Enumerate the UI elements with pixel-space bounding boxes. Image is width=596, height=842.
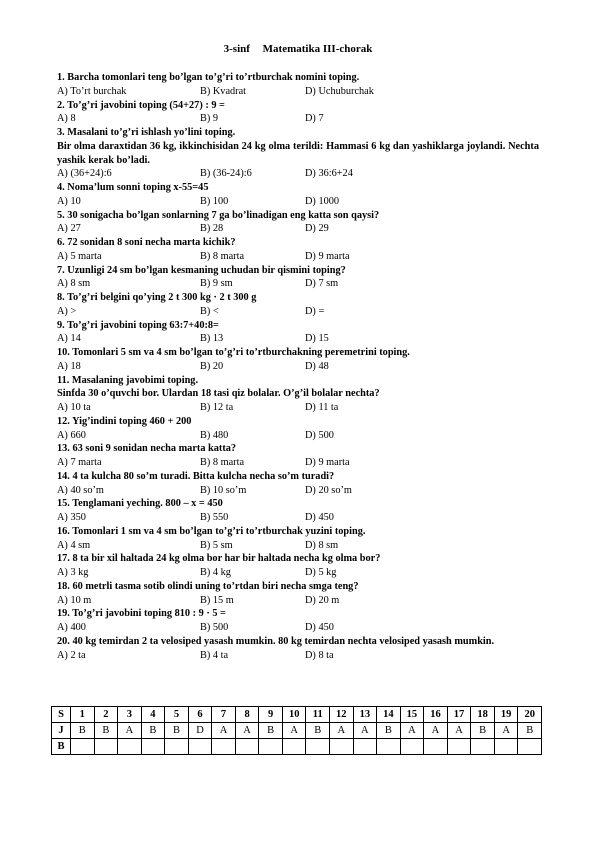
question-text: 12. Yig’indini toping 460 + 200 [57, 415, 192, 427]
answer-options [57, 195, 539, 209]
answer-option: D) 500 [305, 429, 334, 441]
question-number-cell: 6 [188, 707, 212, 723]
answer-option: D) 29 [305, 223, 329, 235]
answer-option: A) 2 ta [57, 649, 86, 661]
answer-option: B) 12 ta [200, 402, 234, 413]
question-text: 5. 30 sonigacha bo’lgan sonlarning 7 ga bo’linadigan eng katta son qaysi? [57, 209, 380, 221]
answer-key-cell: B [471, 723, 495, 739]
question-block [57, 71, 539, 99]
question-block [57, 525, 539, 553]
question-block [57, 126, 539, 181]
answer-option: A) To’rt burchak [57, 85, 127, 97]
answer-options [57, 621, 539, 635]
answer-key-cell: B [165, 723, 189, 739]
question-block [57, 580, 539, 608]
blank-answer-cell [71, 739, 95, 755]
answer-option: D) Uchuburchak [305, 85, 374, 97]
question-block [57, 346, 539, 374]
answer-options [57, 305, 539, 319]
answer-options [57, 539, 539, 553]
answer-option: D) 11 ta [305, 402, 339, 413]
answer-options [57, 566, 539, 580]
question-number-cell: 8 [235, 707, 259, 723]
answer-option: D) 7 [305, 113, 324, 125]
answer-option: B) 9 sm [200, 278, 233, 290]
answer-key-cell: B [259, 723, 283, 739]
answer-options [57, 484, 539, 498]
page-title [0, 43, 596, 55]
answer-option: A) 40 so’m [57, 484, 104, 496]
question-text: 14. 4 ta kulcha 80 so’m turadi. Bitta kulcha necha so’m turadi? [57, 470, 335, 482]
blank-answer-cell [306, 739, 330, 755]
answer-key-cell: B [377, 723, 401, 739]
answer-options [57, 456, 539, 470]
answer-option: B) 9 [200, 113, 219, 125]
answer-options [57, 85, 539, 99]
question-number-cell: 18 [471, 707, 495, 723]
answer-option: A) > [57, 305, 77, 317]
question-text: 16. Tomonlari 1 sm va 4 sm bo’lgan to’g’ri to’rtburchak yuzini toping. [57, 525, 366, 537]
question-block [57, 415, 539, 443]
question-text: 13. 63 soni 9 sonidan necha marta katta? [57, 443, 237, 455]
answer-key-cell: A [330, 723, 354, 739]
answer-options [57, 332, 539, 346]
answer-key-cell: A [118, 723, 142, 739]
answer-option: D) 8 ta [305, 649, 334, 661]
answer-option: B) 100 [200, 195, 229, 207]
answer-option: B) Kvadrat [200, 85, 247, 97]
answer-option: D) 8 sm [305, 539, 339, 551]
answer-option: D) 9 marta [305, 250, 350, 262]
answer-option: D) 48 [305, 360, 329, 372]
answer-options [57, 167, 539, 181]
question-text: 19. To’g’ri javobini toping 810 : 9 · 5 = [57, 608, 226, 620]
question-number-cell: 15 [400, 707, 424, 723]
question-block [57, 209, 539, 237]
question-detail: Sinfda 30 o’quvchi bor. Ulardan 18 tasi qiz bolalar. O’g’il bolalar nechta? [57, 388, 380, 400]
answer-key-cell: A [235, 723, 259, 739]
answer-option: A) 7 marta [57, 457, 102, 468]
answer-key-cell: A [494, 723, 518, 739]
question-text: 10. Tomonlari 5 sm va 4 sm bo’lgan to’g’ri to’rtburchakning peremetrini toping. [57, 347, 410, 358]
question-number-cell: 12 [330, 707, 354, 723]
answer-option: B) 4 ta [200, 649, 229, 661]
question-text: 3. Masalani to’g’ri ishlash yo’lini toping. [57, 127, 236, 138]
answer-table [51, 706, 542, 755]
row-label: S [52, 707, 71, 723]
answer-option: B) < [200, 305, 219, 317]
answer-options [57, 112, 539, 126]
answer-table-row [52, 723, 542, 739]
blank-answer-cell [400, 739, 424, 755]
answer-option: B) 500 [200, 622, 229, 633]
row-label: B [52, 739, 71, 755]
question-block [57, 319, 539, 347]
question-block [57, 181, 539, 209]
answer-option: A) 400 [57, 622, 86, 633]
answer-key-cell: B [94, 723, 118, 739]
question-number-cell: 11 [306, 707, 330, 723]
question-text: 8. To’g’ri belgini qo’ying 2 t 300 kg · 2 t 300 g [57, 292, 257, 303]
question-text: 7. Uzunligi 24 sm bo’lgan kesmaning uchudan bir qismini toping? [57, 264, 346, 276]
answer-option: A) 18 [57, 360, 81, 372]
question-number-cell: 17 [447, 707, 471, 723]
answer-option: A) 5 marta [57, 250, 102, 262]
question-text: 17. 8 ta bir xil haltada 24 kg olma bor har bir haltada necha kg olma bor? [57, 553, 381, 565]
answer-key-cell: B [306, 723, 330, 739]
answer-option: B) 8 marta [200, 457, 245, 468]
answer-option: D) 450 [305, 622, 334, 633]
answer-key-cell: B [518, 723, 542, 739]
question-text: 11. Masalaning javobimi toping. [57, 374, 199, 386]
blank-answer-cell [259, 739, 283, 755]
answer-option: B) 8 marta [200, 250, 245, 262]
answer-option: B) 28 [200, 223, 224, 235]
blank-answer-cell [188, 739, 212, 755]
question-text: 18. 60 metrli tasma sotib olindi uning to’rtdan biri necha smga teng? [57, 580, 359, 592]
blank-answer-cell [118, 739, 142, 755]
question-block [57, 470, 539, 498]
question-text: 6. 72 sonidan 8 soni necha marta kichik? [57, 237, 236, 248]
question-list [57, 71, 539, 662]
question-text: 2. To’g’ri javobini toping (54+27) : 9 = [57, 99, 225, 111]
blank-answer-cell [212, 739, 236, 755]
blank-answer-cell [282, 739, 306, 755]
answer-option: A) 8 [57, 113, 76, 125]
answer-key-cell: A [282, 723, 306, 739]
question-text: 1. Barcha tomonlari teng bo’lgan to’g’ri to’rtburchak nomini toping. [57, 72, 360, 83]
answer-option: B) 4 kg [200, 567, 231, 578]
question-block [57, 291, 539, 319]
blank-answer-cell [353, 739, 377, 755]
blank-answer-cell [165, 739, 189, 755]
answer-key-cell: B [71, 723, 95, 739]
answer-option: D) 450 [305, 512, 334, 523]
answer-options [57, 511, 539, 525]
question-number-cell: 2 [94, 707, 118, 723]
answer-option: A) 14 [57, 333, 81, 345]
answer-options [57, 594, 539, 608]
answer-option: A) 660 [57, 429, 86, 441]
answer-option: D) 7 sm [305, 278, 339, 290]
blank-answer-cell [424, 739, 448, 755]
question-number-cell: 19 [494, 707, 518, 723]
blank-answer-cell [518, 739, 542, 755]
answer-option: D) 15 [305, 333, 329, 345]
answer-option: B) 13 [200, 333, 224, 345]
question-number-cell: 14 [377, 707, 401, 723]
answer-options [57, 360, 539, 374]
subject-label: Matematika III-chorak [262, 43, 373, 55]
question-block [57, 607, 539, 635]
row-label: J [52, 723, 71, 739]
question-number-cell: 9 [259, 707, 283, 723]
answer-key-cell: A [353, 723, 377, 739]
answer-options [57, 250, 539, 264]
question-number-cell: 1 [71, 707, 95, 723]
question-text: 9. To’g’ri javobini toping 63:7+40:8= [57, 319, 219, 331]
question-block [57, 442, 539, 470]
answer-options [57, 429, 539, 443]
answer-table-row [52, 707, 542, 723]
answer-key-cell: B [141, 723, 165, 739]
question-block [57, 264, 539, 292]
answer-option: D) 36:6+24 [305, 168, 353, 180]
answer-option: D) 20 m [305, 594, 340, 606]
answer-option: B) 15 m [200, 594, 234, 606]
answer-option: D) 9 marta [305, 457, 350, 468]
blank-answer-cell [494, 739, 518, 755]
question-number-cell: 16 [424, 707, 448, 723]
answer-option: D) = [305, 305, 325, 317]
answer-key-cell: A [212, 723, 236, 739]
question-number-cell: 13 [353, 707, 377, 723]
question-number-cell: 10 [282, 707, 306, 723]
answer-option: A) 4 sm [57, 539, 91, 551]
question-block [57, 497, 539, 525]
blank-answer-cell [377, 739, 401, 755]
blank-answer-cell [471, 739, 495, 755]
answer-option: A) 8 sm [57, 278, 91, 290]
grade-label: 3-sinf [223, 43, 250, 55]
answer-option: B) (36-24):6 [200, 168, 252, 180]
answer-option: A) 27 [57, 223, 81, 235]
answer-key-cell: A [400, 723, 424, 739]
answer-option: D) 1000 [305, 195, 340, 207]
answer-option: A) (36+24):6 [57, 168, 112, 180]
answer-option: A) 10 ta [57, 402, 91, 413]
question-number-cell: 5 [165, 707, 189, 723]
question-detail: Bir olma daraxtidan 36 kg, ikkinchisidan 24 kg olma terildi: Hammasi 6 kg dan yashiklarga joylandi. Nechta yashik kerak bo’ladi. [57, 140, 539, 166]
answer-options [57, 222, 539, 236]
question-number-cell: 4 [141, 707, 165, 723]
answer-option: A) 10 [57, 195, 81, 207]
question-block [57, 236, 539, 264]
question-block [57, 635, 539, 663]
answer-option: D) 20 so’m [305, 484, 352, 496]
question-number-cell: 3 [118, 707, 142, 723]
question-text: 4. Noma’lum sonni toping x-55=45 [57, 182, 209, 193]
question-block [57, 374, 539, 415]
answer-options [57, 277, 539, 291]
blank-answer-cell [330, 739, 354, 755]
question-number-cell: 20 [518, 707, 542, 723]
answer-table-row [52, 739, 542, 755]
answer-option: B) 20 [200, 360, 224, 372]
question-text: 15. Tenglamani yeching. 800 – x = 450 [57, 498, 223, 510]
answer-key-cell: D [188, 723, 212, 739]
answer-option: B) 480 [200, 429, 229, 441]
blank-answer-cell [94, 739, 118, 755]
blank-answer-cell [447, 739, 471, 755]
answer-option: D) 5 kg [305, 567, 337, 578]
answer-option: A) 350 [57, 512, 86, 523]
question-number-cell: 7 [212, 707, 236, 723]
blank-answer-cell [141, 739, 165, 755]
blank-answer-cell [235, 739, 259, 755]
answer-options [57, 401, 539, 415]
question-text: 20. 40 kg temirdan 2 ta velosiped yasash mumkin. 80 kg temirdan nechta velosiped yasash mumkin. [57, 635, 495, 647]
answer-options [57, 649, 539, 663]
question-block [57, 99, 539, 127]
answer-option: A) 10 m [57, 594, 92, 606]
answer-option: B) 5 sm [200, 539, 233, 551]
question-block [57, 552, 539, 580]
answer-option: B) 10 so’m [200, 484, 247, 496]
answer-option: B) 550 [200, 512, 229, 523]
answer-key-cell: A [424, 723, 448, 739]
answer-option: A) 3 kg [57, 567, 89, 578]
answer-key-cell: A [447, 723, 471, 739]
